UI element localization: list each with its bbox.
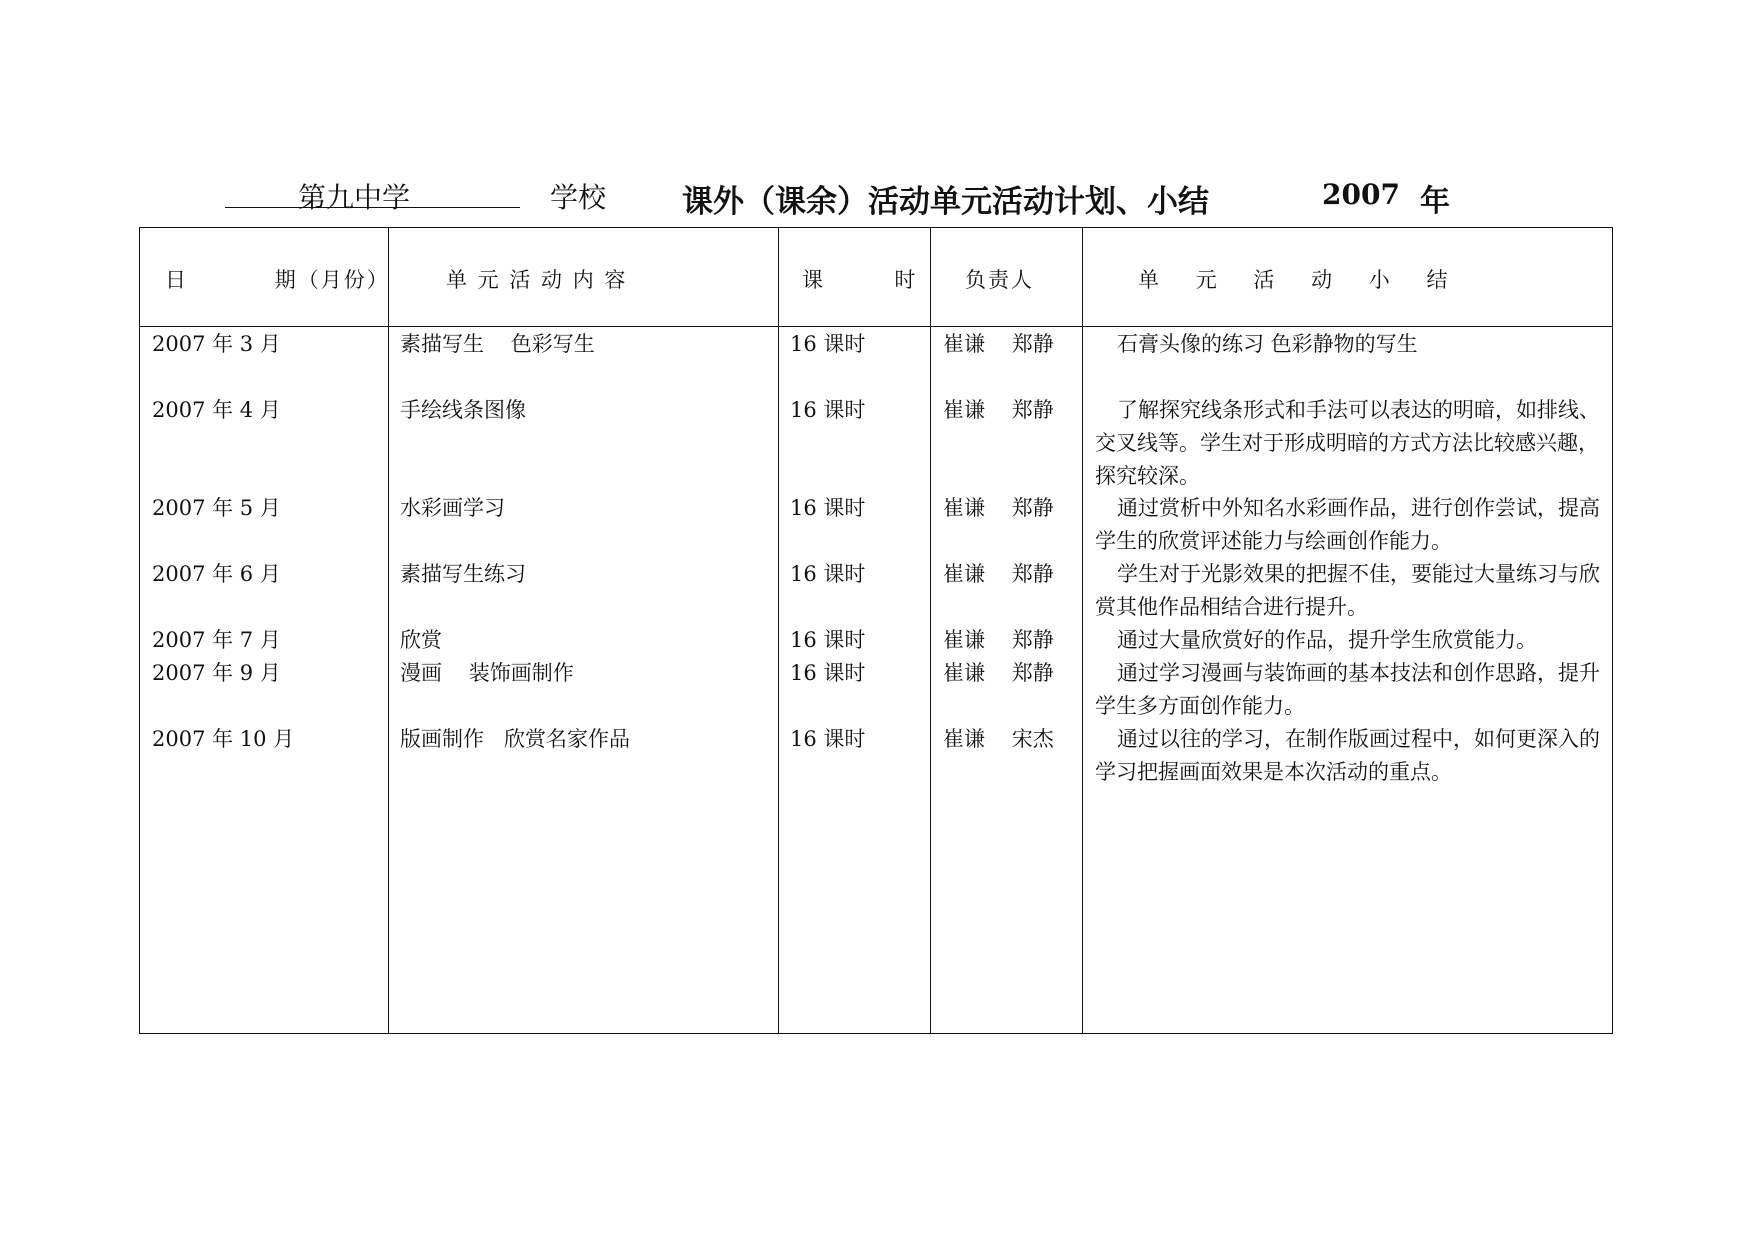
row-summary: 学生对于光影效果的把握不佳，要能过大量练习与欣赏其他作品相结合进行提升。: [1095, 562, 1600, 619]
row-summary: 通过以往的学习，在制作版画过程中，如何更深入的学习把握画面效果是本次活动的重点。: [1095, 727, 1600, 784]
row-content: 版画制作 欣赏名家作品: [400, 727, 631, 751]
activity-table: [139, 227, 1613, 1034]
row-date: 2007 年 3 月: [152, 332, 281, 356]
row-date: 2007 年 5 月: [152, 496, 281, 520]
column-divider: [778, 228, 779, 1033]
row-summary: 石膏头像的练习 色彩静物的写生: [1117, 332, 1418, 356]
row-owner: 崔谦 郑静: [943, 661, 1054, 685]
row-owner: 崔谦 郑静: [943, 496, 1054, 520]
row-date: 2007 年 4 月: [152, 398, 281, 422]
row-hours: 16 课时: [790, 628, 866, 652]
row-summary: 通过赏析中外知名水彩画作品，进行创作尝试，提高学生的欣赏评述能力与绘画创作能力。: [1095, 496, 1600, 553]
row-content: 欣赏: [400, 628, 442, 652]
row-hours: 16 课时: [790, 727, 866, 751]
row-date: 2007 年 9 月: [152, 661, 281, 685]
school-name: 第九中学: [298, 181, 411, 214]
row-hours: 16 课时: [790, 398, 866, 422]
row-hours: 16 课时: [790, 661, 866, 685]
school-suffix: 学校: [550, 181, 607, 214]
row-content: 水彩画学习: [400, 496, 505, 520]
header-hours: 课 时: [802, 268, 918, 292]
row-owner: 崔谦 宋杰: [943, 727, 1054, 751]
row-content: 素描写生 色彩写生: [400, 332, 595, 356]
row-summary: 了解探究线条形式和手法可以表达的明暗，如排线、交叉线等。学生对于形成明暗的方式方法比较感兴趣，探究较深。: [1095, 398, 1600, 488]
row-date: 2007 年 6 月: [152, 562, 281, 586]
row-content: 手绘线条图像: [400, 398, 526, 422]
header-content: 单 元 活 动 内 容: [446, 268, 628, 292]
row-hours: 16 课时: [790, 562, 866, 586]
row-summary: 通过大量欣赏好的作品，提升学生欣赏能力。: [1117, 628, 1537, 652]
document-title: [0, 174, 1755, 220]
title-year: 2007: [1322, 178, 1400, 211]
header-summary: 单 元 活 动 小 结: [1138, 268, 1450, 292]
header-divider: [140, 326, 1612, 327]
row-content: 素描写生练习: [400, 562, 526, 586]
row-date: 2007 年 7 月: [152, 628, 281, 652]
document-heading: 课外（课余）活动单元活动计划、小结: [682, 184, 1209, 220]
row-summary: 通过学习漫画与装饰画的基本技法和创作思路，提升学生多方面创作能力。: [1095, 661, 1600, 718]
row-hours: 16 课时: [790, 332, 866, 356]
title-year-unit: 年: [1420, 184, 1450, 219]
header-owner: 负责人: [965, 268, 1034, 292]
row-hours: 16 课时: [790, 496, 866, 520]
header-date: 日 期（月份）: [165, 268, 390, 292]
row-owner: 崔谦 郑静: [943, 628, 1054, 652]
column-divider: [388, 228, 389, 1033]
row-date: 2007 年 10 月: [152, 727, 295, 751]
row-owner: 崔谦 郑静: [943, 332, 1054, 356]
column-divider: [930, 228, 931, 1033]
row-owner: 崔谦 郑静: [943, 398, 1054, 422]
row-content: 漫画 装饰画制作: [400, 661, 574, 685]
row-owner: 崔谦 郑静: [943, 562, 1054, 586]
